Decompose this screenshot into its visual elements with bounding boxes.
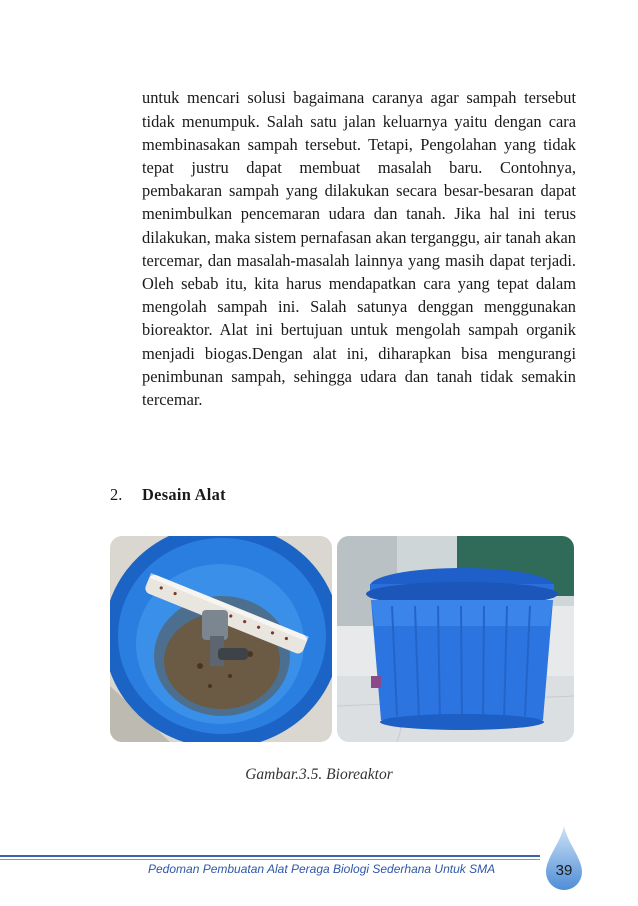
section-heading bbox=[110, 485, 226, 505]
section-number: 2. bbox=[110, 485, 123, 504]
footer-title: Pedoman Pembuatan Alat Peraga Biologi Sederhana Untuk SMA bbox=[148, 862, 496, 876]
bioreactor-exterior-photo bbox=[337, 536, 574, 742]
water-drop-icon bbox=[546, 826, 582, 890]
footer-rule bbox=[0, 855, 540, 857]
page-number: 39 bbox=[555, 862, 573, 879]
section-title: Desain Alat bbox=[142, 485, 226, 504]
figure-caption: Gambar.3.5. Bioreaktor bbox=[245, 766, 393, 783]
footer-rule-thin bbox=[0, 859, 540, 860]
body-paragraph: untuk mencari solusi bagaimana caranya agar sampah tersebut tidak menumpuk. Salah satu jalan keluarnya yaitu dengan cara membinasakan sampah tersebut. Tetapi, Pengolahan yang tidak tepat justru dapat membuat masalah baru. Contohnya, pembakaran sampah yang dilakukan secara besar-besaran dapat menimbulkan pencemaran udara dan tanah. Jika hal ini terus dilakukan, maka sistem pernafasan akan terganggu, air tanah akan tercemar, dan masalah-masalah lainnya yang masih dapat terjadi. Oleh sebab itu, kita harus mendapatkan cara yang tepat dalam mengolah sampah ini. Salah satunya denggan menggunakan bioreaktor. Alat ini bertujuan untuk mengolah sampah organik menjadi biogas.Dengan alat ini, diharapkan bisa mengurangi penimbunan sampah, sehingga udara dan tanah tidak semakin tercemar. bbox=[142, 88, 576, 410]
bioreactor-interior-photo bbox=[110, 536, 332, 742]
